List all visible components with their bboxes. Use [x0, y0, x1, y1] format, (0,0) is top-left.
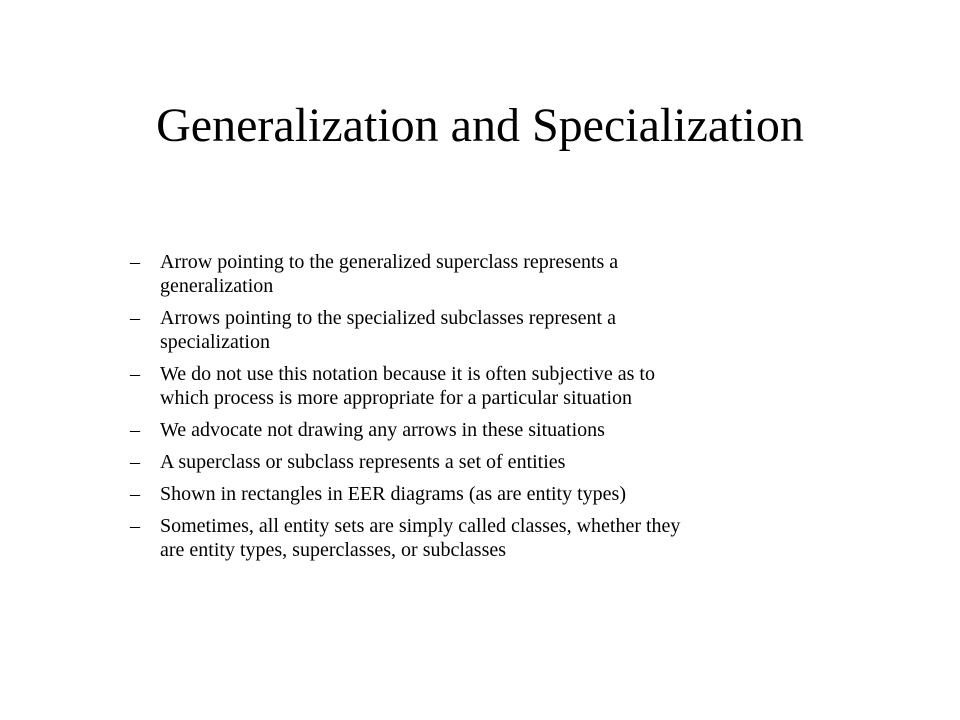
bullet-text: Arrows pointing to the specialized subclasses represent a specialization	[160, 307, 616, 353]
bullet-text: Shown in rectangles in EER diagrams (as are entity types)	[160, 483, 626, 505]
bullet-marker: –	[130, 251, 140, 273]
bullet-marker: –	[130, 307, 140, 329]
bullet-text: We do not use this notation because it is often subjective as to which process is more appropriate for a particular situation	[160, 363, 655, 409]
slide-title: Generalization and Specialization	[156, 99, 804, 152]
bullet-text: We advocate not drawing any arrows in these situations	[160, 419, 605, 441]
bullet-item	[130, 418, 890, 442]
bullet-item	[130, 450, 890, 474]
bullet-text: Arrow pointing to the generalized superclass represents a generalization	[160, 251, 619, 297]
bullet-item	[130, 482, 890, 506]
bullet-item	[130, 362, 890, 410]
bullet-marker: –	[130, 483, 140, 505]
bullet-marker: –	[130, 451, 140, 473]
bullet-marker: –	[130, 515, 140, 537]
bullet-item	[130, 514, 890, 562]
bullet-item	[130, 250, 890, 298]
bullet-marker: –	[130, 363, 140, 385]
bullet-text: Sometimes, all entity sets are simply called classes, whether they are entity types, superclasses, or subclasses	[160, 515, 681, 561]
bullet-text: A superclass or subclass represents a set of entities	[160, 451, 566, 473]
bullet-item	[130, 306, 890, 354]
bullet-list	[130, 250, 890, 570]
bullet-marker: –	[130, 419, 140, 441]
